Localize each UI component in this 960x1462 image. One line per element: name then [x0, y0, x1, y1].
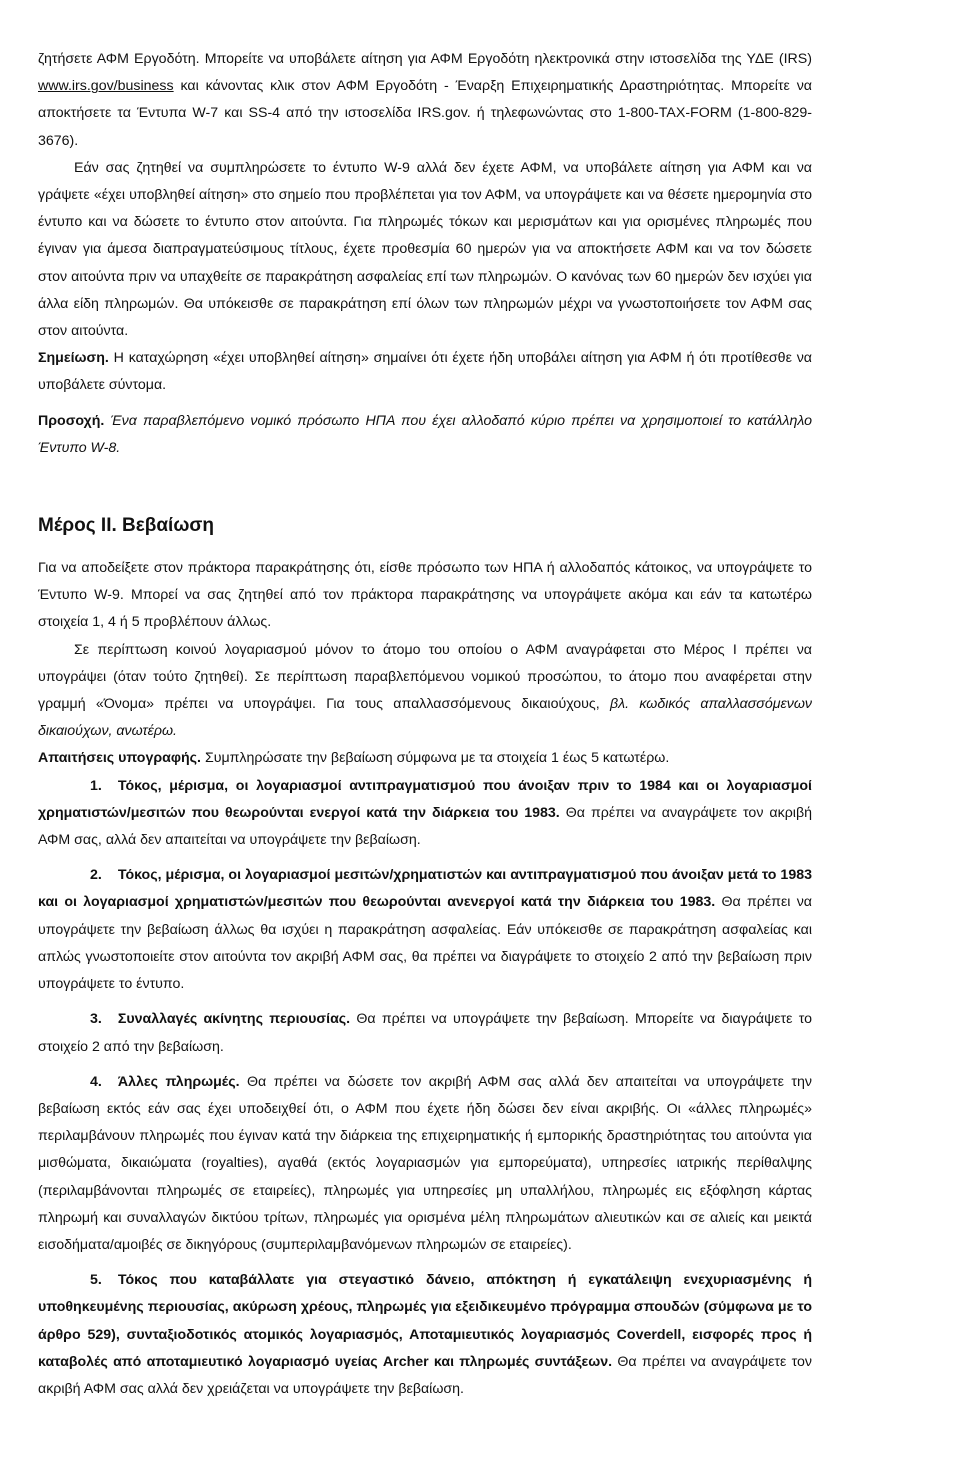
section-heading: Μέρος II. Βεβαίωση — [38, 515, 214, 537]
certification-paragraph: Για να αποδείξετε στον πράκτορα παρακράτησης ότι, είσθε πρόσωπο των ΗΠΑ ή αλλοδαπός κάτοικος, να υπογράψετε το Έντυπο W-9. Μπορεί να σας ζητηθεί από τον πράκτορα παρακράτησης να υπογράψετε ακόμα και εάν τα κατωτέρω στοιχεία 1, 4 ή 5 προβλέπουν άλλως. — [38, 560, 812, 631]
intro-paragraph: ζητήσετε ΑΦΜ Εργοδότη. Μπορείτε να υποβάλετε αίτηση για ΑΦΜ Εργοδότη ηλεκτρονικά στην ιστοσελίδα της ΥΔΕ (IRS) www.irs.gov/business και κάνοντας κλικ στον ΑΦΜ Εργοδότη - Έναρξη Επιχειρηματικής Δραστηριότητας. Μπορείτε να αποκτήσετε τα Έντυπα W-7 και SS-4 από την ιστοσελίδα IRS.gov. ή τηλεφωνώντας στο 1-800-TAX-FORM (1-800-829-3676). — [38, 51, 812, 149]
note-label: Σημείωση. — [38, 350, 109, 367]
list-item-3: 3. Συναλλαγές ακίνητης περιουσίας. Θα πρέπει να υπογράψετε την βεβαίωση. Μπορείτε να διαγράψετε το στοιχείο 2 από την βεβαίωση. — [38, 1011, 812, 1055]
caution-paragraph: Προσοχή. Ένα παραβλεπόμενο νομικό πρόσωπο ΗΠΑ που έχει αλλοδαπό κύριο πρέπει να χρησιμοποιεί το κατάλληλο Έντυπο W-8. — [38, 412, 812, 456]
caution-label: Προσοχή. — [38, 412, 105, 429]
list-item-1: 1. Τόκος, μέρισμα, οι λογαριασμοί αντιπραγματισμού που άνοιξαν πριν το 1984 και οι λογαριασμοί χρηματιστών/μεσιτών που θεωρούνται ενεργοί κατά την διάρκεια του 1983. Θα πρέπει να αναγράψετε τον ακριβή ΑΦΜ σας, αλλά δεν απαιτείται να υπογράψετε την βεβαίωση. — [38, 777, 812, 849]
irs-business-link[interactable]: www.irs.gov/business — [38, 78, 174, 95]
joint-account-paragraph: Σε περίπτωση κοινού λογαριασμού μόνον το άτομο του οποίου ο ΑΦΜ αναγράφεται στο Μέρος I πρέπει να υπογράψει (όταν τούτο ζητηθεί). Σε περίπτωση παραβλεπόμενου νομικού προσώπου, το άτομο που αναφέρεται στην γραμμή «Όνομα» πρέπει να υπογράψει. Για τους απαλλασσόμενους δικαιούχους, βλ. κωδικός απαλλασσόμενων δικαιούχων, ανωτέρω. — [38, 641, 812, 740]
list-item-2: 2. Τόκος, μέρισμα, οι λογαριασμοί μεσιτών/χρηματιστών και αντιπραγματισμού που άνοιξαν μετά το 1983 και οι λογαριασμοί χρηματιστών/μεσιτών που θεωρούνται ανενεργοί κατά την διάρκεια του 1983. Θα πρέπει να υπογράψετε την βεβαίωση άλλως θα ισχύει η παρακράτηση ασφαλείας. Εάν υπόκεισθε σε παρακράτηση ασφαλείας και απλώς γνωστοποιείτε στον αιτούντα τον ακριβή ΑΦΜ σας, θα πρέπει να διαγράψετε το στοιχείο 2 από την βεβαίωση πριν υπογράψετε το έντυπο. — [38, 867, 812, 993]
no-tin-paragraph: Εάν σας ζητηθεί να συμπληρώσετε το έντυπο W-9 αλλά δεν έχετε ΑΦΜ, να υποβάλετε αίτηση για ΑΦΜ και να γράψετε «έχει υποβληθεί αίτηση» στο σημείο που προβλέπεται για τον ΑΦΜ, να υπογράψετε και να θέσετε ημερομηνία στο έντυπο και να δώσετε το έντυπο στον αιτούντα. Για πληρωμές τόκων και μερισμάτων και για ορισμένες πληρωμές που έγιναν για άμεσα διαπραγματεύσιμους τίτλους, έχετε προθεσμία 60 ημερών για να αποκτήσετε ΑΦΜ και να τον δώσετε στον αιτούντα πριν να υπαχθείτε σε παρακράτηση ασφαλείας επί των πληρωμών. Ο κανόνας των 60 ημερών δεν ισχύει για άλλα είδη πληρωμών. Θα υπόκεισθε σε παρακράτηση επί όλων των πληρωμών μέχρι να γνωστοποιήσετε τον ΑΦΜ σας στον αιτούντα. — [38, 159, 812, 340]
note-paragraph: Σημείωση. Η καταχώρηση «έχει υποβληθεί αίτηση» σημαίνει ότι έχετε ήδη υποβάλει αίτηση για ΑΦΜ ή ότι προτίθεσθε να υποβάλετε σύντομα. — [38, 350, 812, 394]
list-item-5: 5. Τόκος που καταβάλλατε για στεγαστικό δάνειο, απόκτηση ή εγκατάλειψη ενεχυριασμένης ή υποθηκευμένης περιουσίας, ακύρωση χρέους, πληρωμές για εξειδικευμένο πρόγραμμα σπουδών (σύμφωνα με το άρθρο 529), συνταξιοδοτικός ατομικός λογαριασμός, Αποταμιευτικός λογαριασμός Coverdell, εισφορές προς ή καταβολές από αποταμιευτικό λογαριασμό υγείας Archer και πληρωμές συντάξεων. Θα πρέπει να αναγράψετε τον ακριβή ΑΦΜ σας αλλά δεν χρειάζεται να υπογράψετε την βεβαίωση. — [38, 1272, 813, 1397]
signature-requirements: Απαιτήσεις υπογραφής. Συμπληρώσατε την βεβαίωση σύμφωνα με τα στοιχεία 1 έως 5 κατωτέρω. — [38, 750, 670, 767]
list-item-4: 4. Άλλες πληρωμές. Θα πρέπει να δώσετε τον ακριβή ΑΦΜ σας αλλά δεν απαιτείται να υπογράψετε την βεβαίωση εκτός εάν σας έχει υποδειχθεί ότι, ο ΑΦΜ που έχετε ήδη δώσει δεν είναι ακριβής. Οι «άλλες πληρωμές» περιλαμβάνουν πληρωμές που έγιναν κατά την διάρκεια της επιχειρηματικής ή εμπορικής δραστηριότητας του αιτούντα για μισθώματα, δικαιώματα (royalties), αγαθά (εκτός λογαριασμών για εμπορεύματα), υπηρεσίες ιατρικής περίθαλψης (περιλαμβάνονται πληρωμές σε εταιρείες), πληρωμές για υπηρεσίες μη υπαλλήλου, πληρωμές εις εξόφληση κάρτας πληρωμή και συναλλαγών δικτύου τρίτων, πληρωμές για ορισμένα μέλη πληρωμάτων αλιευτικών και σε αλιείς και μεικτά εισοδήματα/αμοιβές σε δικηγόρους (συμπεριλαμβανόμενων πληρωμών σε εταιρείες). — [38, 1073, 813, 1253]
requirements-label: Απαιτήσεις υπογραφής. — [38, 750, 201, 767]
